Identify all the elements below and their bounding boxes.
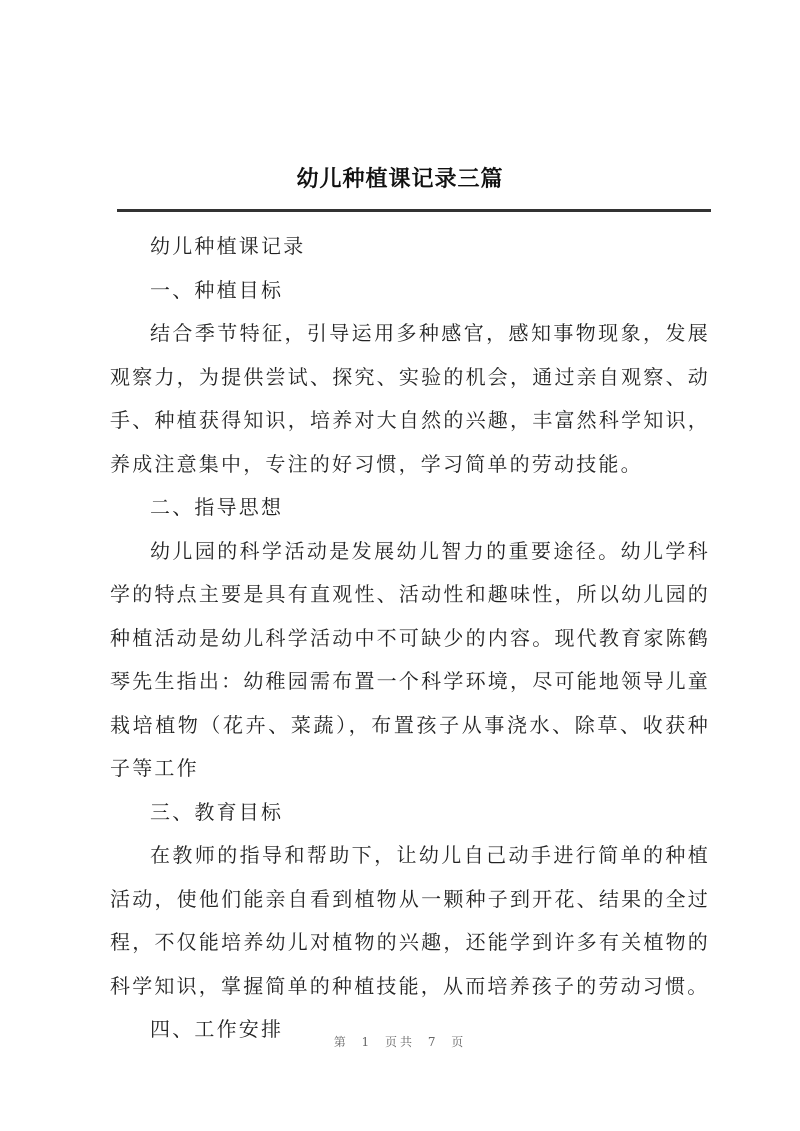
document-body [110,225,710,1052]
section-paragraph-goals: 结合季节特征，引导运用多种感官，感知事物现象，发展观察力，为提供尝试、探究、实验的机会，通过亲自观察、动手、种植获得知识，培养对大自然的兴趣，丰富然科学知识，养成注意集中，专注的好习惯，学习简单的劳动技能。 [110,321,710,476]
section-heading-guiding-ideas: 二、指导思想 [150,495,284,519]
subtitle: 幼儿种植课记录 [150,234,306,258]
section-paragraph-education-goals: 在教师的指导和帮助下，让幼儿自己动手进行简单的种植活动，使他们能亲自看到植物从一颗种子到开花、结果的全过程，不仅能培养幼儿对植物的兴趣，还能学到许多有关植物的科学知识，掌握简单的种植技能，从而培养孩子的劳动习惯。 [110,843,710,998]
page-number-footer: 第 1 页共 7 页 [333,1035,467,1049]
section-paragraph-guiding-ideas: 幼儿园的科学活动是发展幼儿智力的重要途径。幼儿学科学的特点主要是具有直观性、活动性和趣味性，所以幼儿园的种植活动是幼儿科学活动中不可缺少的内容。现代教育家陈鹤琴先生指出：幼稚园需布置一个科学环境，尽可能地领导儿童栽培植物（花卉、菜蔬），布置孩子从事浇水、除草、收获种子等工作 [110,538,710,780]
section-heading-work-plan: 四、工作安排 [150,1017,284,1041]
title-divider [117,209,711,212]
section-heading-goals: 一、种植目标 [150,277,284,302]
document-title: 幼儿种植课记录三篇 [296,166,504,192]
section-heading-education-goals: 三、教育目标 [150,799,284,824]
